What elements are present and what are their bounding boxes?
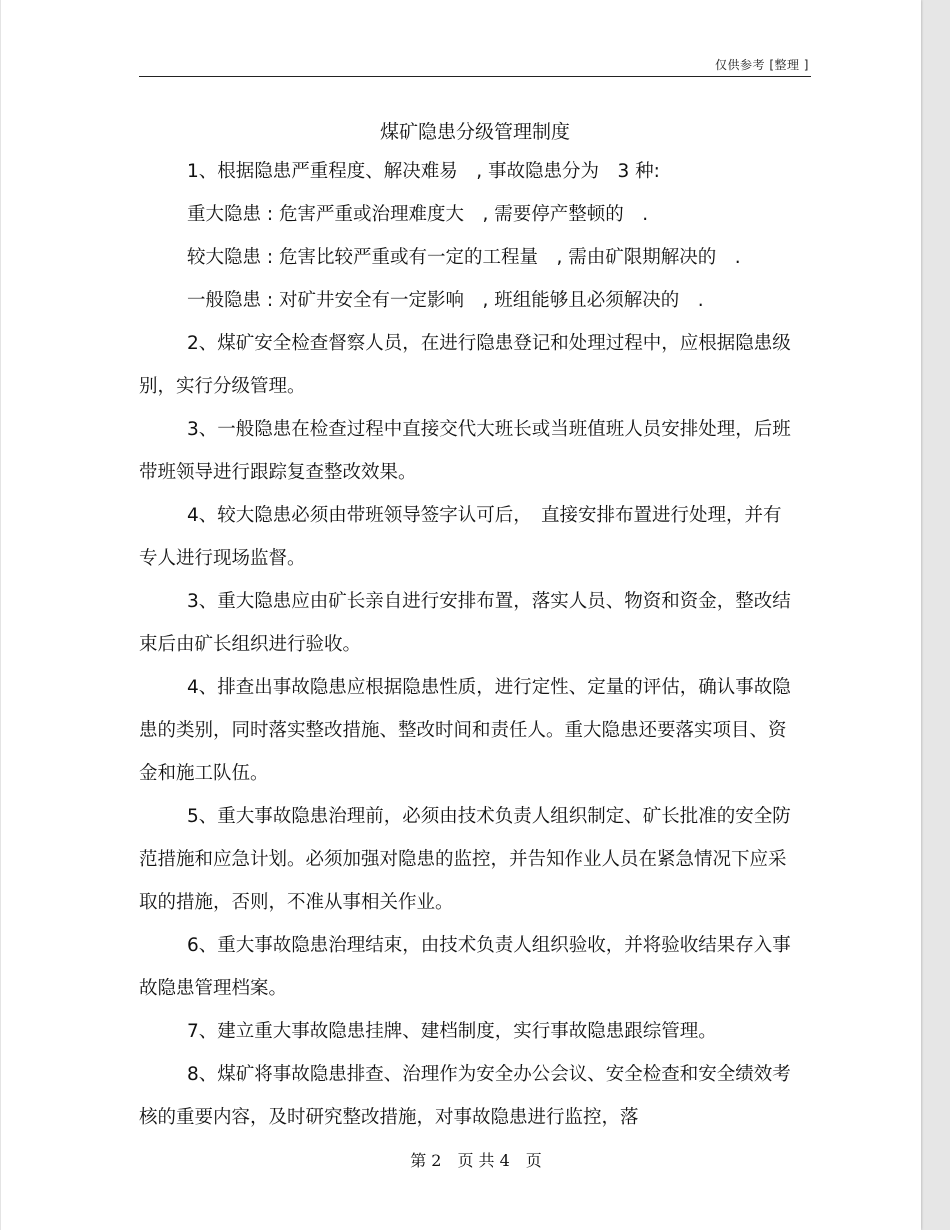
paragraph-significant-hazard: 较大隐患 : 危害比较严重或有一定的工程量 , 需由矿限期解决的 . [187, 247, 741, 268]
paragraph-3b: 3、重大隐患应由矿长亲自进行安排布置，落实人员、物资和资金，整改结束后由矿长组织进行验收。 [139, 591, 791, 655]
header-divider [139, 76, 811, 77]
paragraph-1: 1、根据隐患严重程度、解决难易 , 事故隐患分为 3 种: [187, 161, 660, 182]
header-note: 仅供参考 [整理 ] [715, 58, 809, 72]
paragraph-general-hazard: 一般隐患 : 对矿井安全有一定影响 , 班组能够且必须解决的 . [187, 290, 704, 311]
paragraph-6: 6、重大事故隐患治理结束，由技术负责人组织验收，并将验收结果存入事故隐患管理档案。 [139, 935, 791, 999]
paragraph-3: 3、一般隐患在检查过程中直接交代大班长或当班值班人员安排处理，后班带班领导进行跟踪复查整改效果。 [139, 419, 791, 483]
document-page [1, 0, 921, 1230]
paragraph-7: 7、建立重大事故隐患挂牌、建档制度，实行事故隐患跟综管理。 [187, 1021, 717, 1042]
paragraph-4b: 4、排查出事故隐患应根据隐患性质，进行定性、定量的评估，确认事故隐患的类别，同时落实整改措施、整改时间和责任人。重大隐患还要落实项目、资金和施工队伍。 [139, 677, 791, 784]
paragraph-4: 4、较大隐患必须由带班领导签字认可后， 直接安排布置进行处理，并有专人进行现场监督。 [139, 505, 782, 569]
document-title: 煤矿隐患分级管理制度 [379, 121, 570, 143]
document-body [139, 150, 799, 1139]
page-number: 第 2 页 共 4 页 [410, 1151, 542, 1170]
paragraph-5: 5、重大事故隐患治理前，必须由技术负责人组织制定、矿长批准的安全防范措施和应急计划。必须加强对隐患的监控，并告知作业人员在紧急情况下应采取的措施，否则，不准从事相关作业。 [139, 806, 791, 913]
paragraph-2: 2、煤矿安全检查督察人员，在进行隐患登记和处理过程中，应根据隐患级别，实行分级管理。 [139, 333, 791, 397]
paragraph-8: 8、煤矿将事故隐患排查、治理作为安全办公会议、安全检查和安全绩效考核的重要内容，及时研究整改措施，对事故隐患进行监控，落 [139, 1064, 791, 1128]
paragraph-major-hazard: 重大隐患 : 危害严重或治理难度大 , 需要停产整顿的 . [187, 204, 649, 225]
